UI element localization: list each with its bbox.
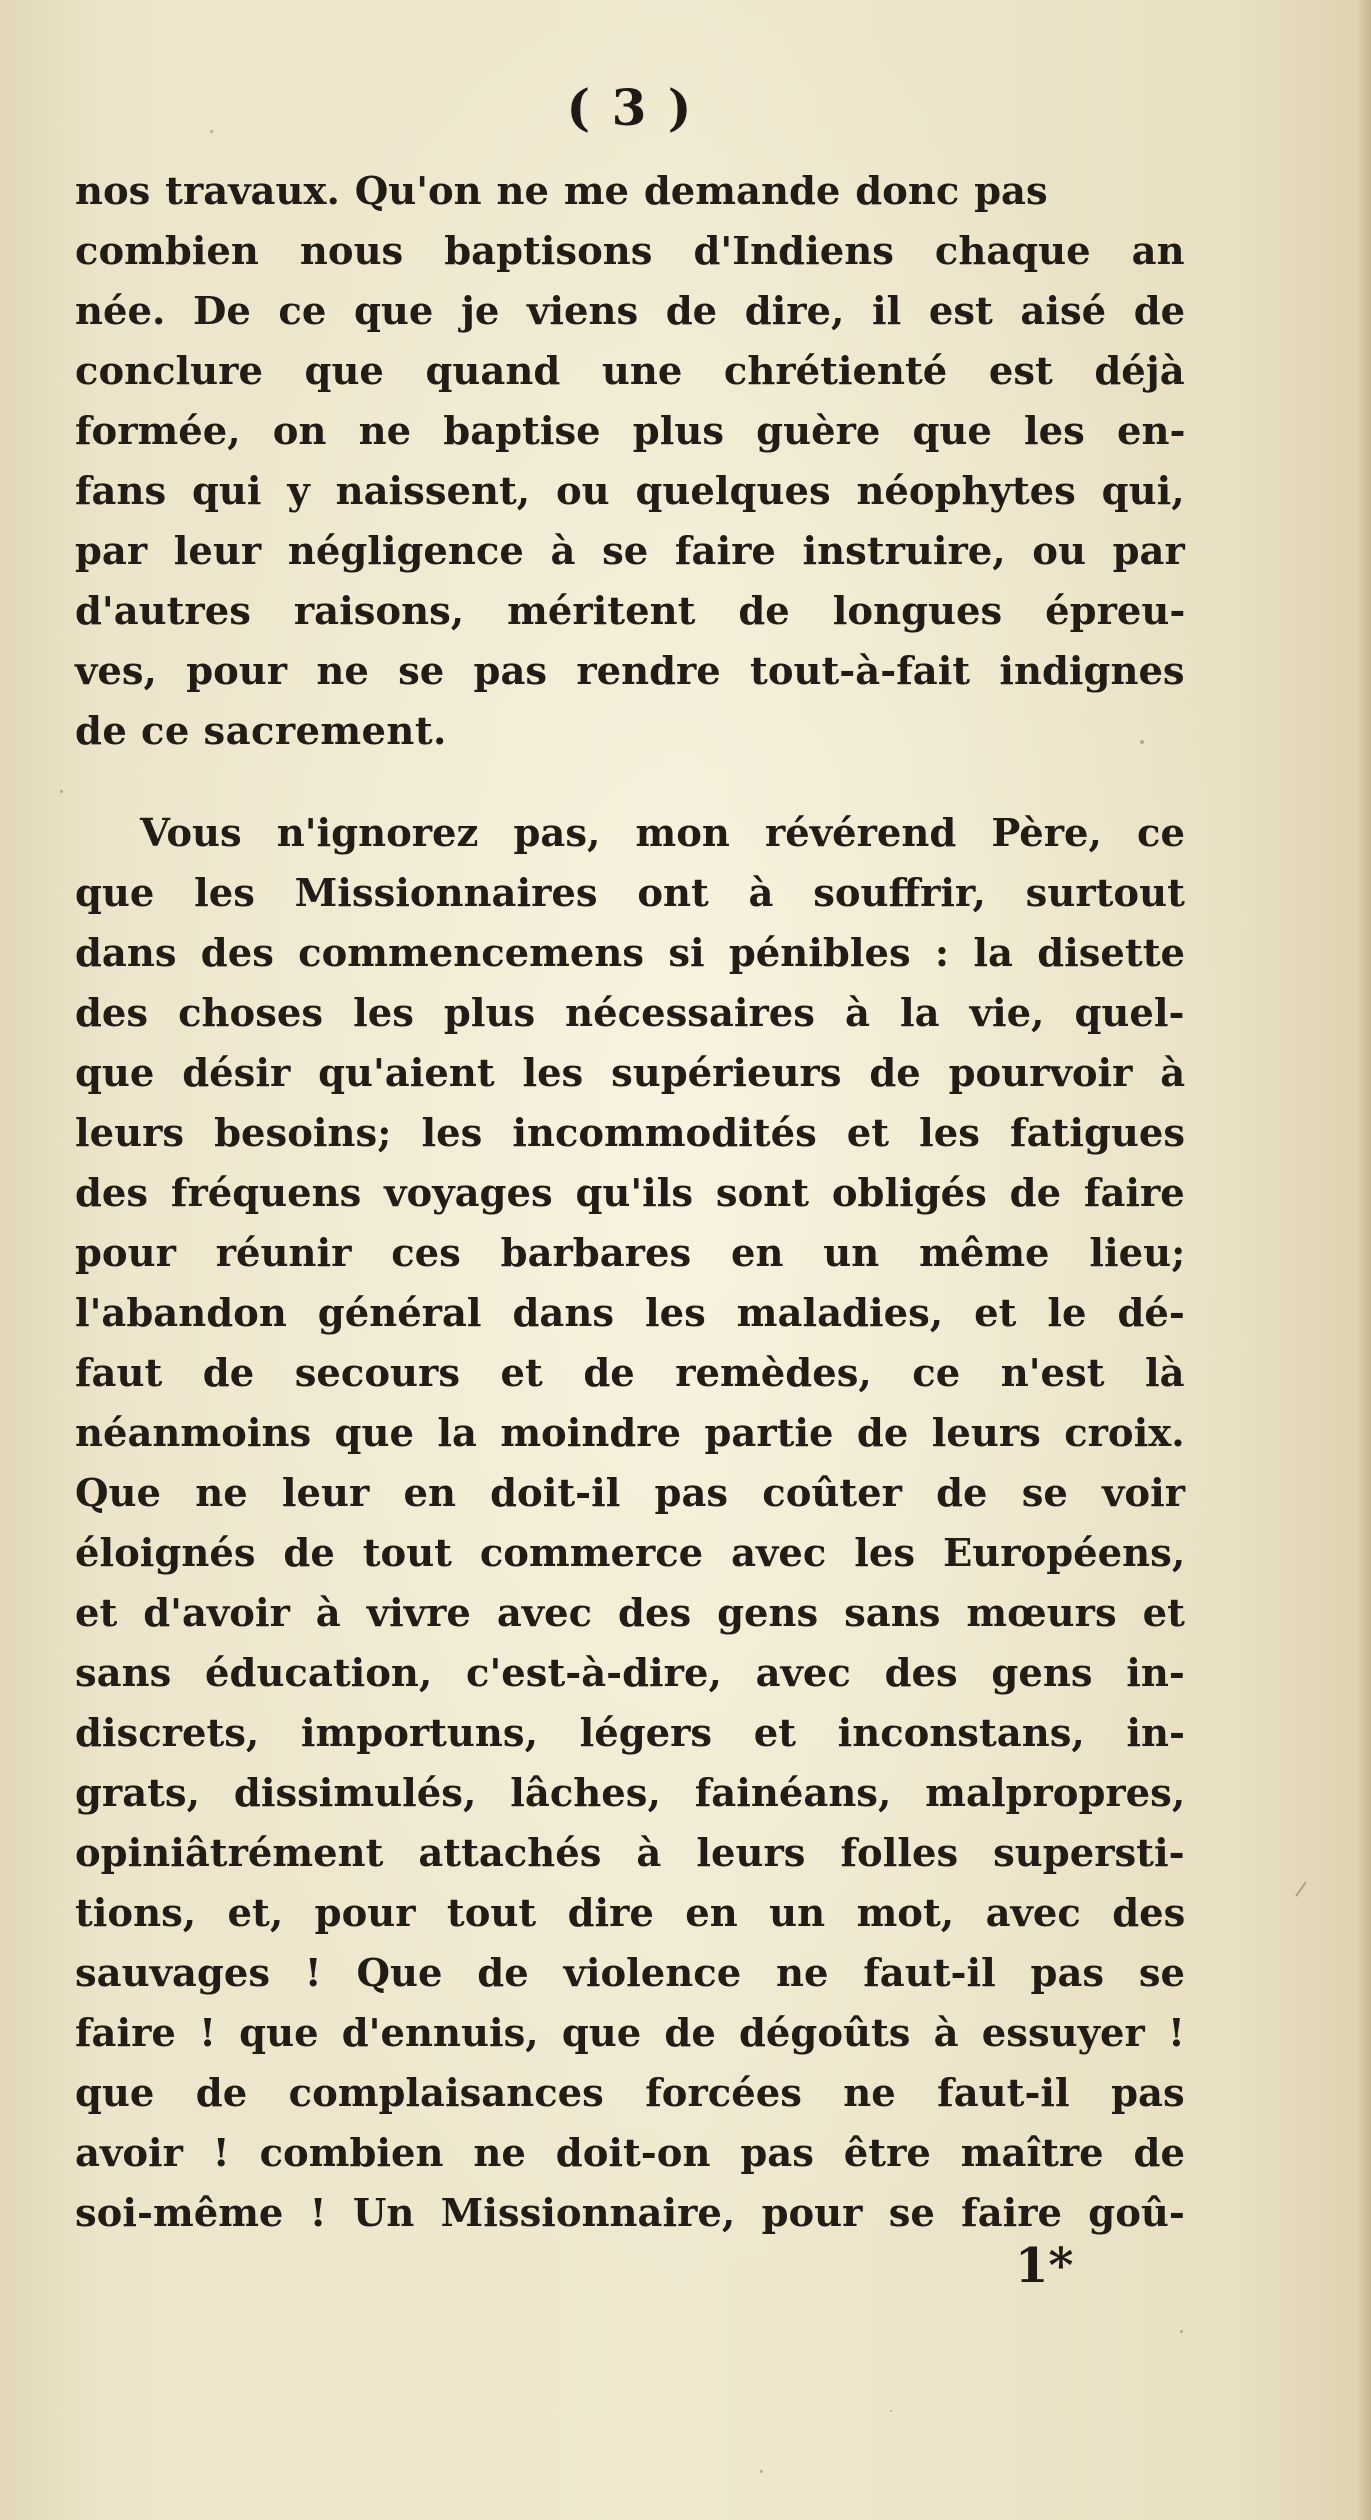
text-line: conclure que quand une chrétienté est déjà	[75, 349, 1185, 394]
paper-speck	[60, 790, 63, 793]
text-line: discrets, importuns, légers et inconstans, in-	[75, 1711, 1185, 1756]
text-line: combien nous baptisons d'Indiens chaque an	[75, 229, 1185, 274]
text-line: que de complaisances forcées ne faut-il pas	[75, 2071, 1185, 2116]
text-line: formée, on ne baptise plus guère que les en-	[75, 409, 1186, 454]
text-line: par leur négligence à se faire instruire, ou par	[75, 529, 1185, 574]
paper-speck	[890, 2410, 892, 2412]
text-line: ves, pour ne se pas rendre tout-à-fait indignes	[75, 649, 1185, 694]
text-line: sauvages ! Que de violence ne faut-il pas se	[75, 1951, 1186, 1996]
page-number: ( 3 )	[566, 78, 694, 137]
text-line: néanmoins que la moindre partie de leurs croix.	[75, 1411, 1185, 1456]
signature-mark: 1*	[1015, 2238, 1074, 2294]
text-line: et d'avoir à vivre avec des gens sans mœurs et	[75, 1591, 1185, 1636]
text-line: dans des commencemens si pénibles : la disette	[75, 931, 1185, 976]
text-line: que désir qu'aient les supérieurs de pourvoir à	[75, 1051, 1186, 1096]
paper-speck	[1295, 1881, 1307, 1897]
text-line: grats, dissimulés, lâches, fainéans, malpropres,	[75, 1771, 1186, 1816]
text-line: des fréquens voyages qu'ils sont obligés de faire	[75, 1171, 1185, 1216]
text-line: des choses les plus nécessaires à la vie, quel-	[75, 991, 1185, 1036]
text-line: Vous n'ignorez pas, mon révérend Père, ce	[140, 811, 1185, 856]
paper-speck	[760, 2470, 763, 2473]
text-line: faire ! que d'ennuis, que de dégoûts à essuyer !	[75, 2011, 1185, 2056]
text-line: Que ne leur en doit-il pas coûter de se voir	[75, 1471, 1186, 1516]
text-line: opiniâtrément attachés à leurs folles supersti-	[75, 1831, 1185, 1876]
paper-speck	[210, 130, 213, 133]
text-line: fans qui y naissent, ou quelques néophytes qui,	[75, 469, 1185, 514]
text-line: faut de secours et de remèdes, ce n'est là	[75, 1351, 1185, 1396]
text-line: que les Missionnaires ont à souffrir, surtout	[75, 871, 1185, 916]
text-line: tions, et, pour tout dire en un mot, avec des	[75, 1891, 1186, 1936]
text-line: de ce sacrement.	[75, 709, 447, 754]
text-line: sans éducation, c'est-à-dire, avec des gens in-	[75, 1651, 1185, 1696]
text-line: avoir ! combien ne doit-on pas être maître de	[75, 2131, 1185, 2176]
text-line: soi-même ! Un Missionnaire, pour se faire goû-	[75, 2191, 1185, 2236]
text-line: d'autres raisons, méritent de longues épreu-	[75, 589, 1186, 634]
text-line: l'abandon général dans les maladies, et le dé-	[75, 1291, 1185, 1336]
paper-speck	[1140, 740, 1144, 744]
paper-speck	[1180, 2330, 1183, 2333]
text-line: nos travaux. Qu'on ne me demande donc pas	[75, 169, 1048, 214]
text-line: née. De ce que je viens de dire, il est aisé de	[75, 289, 1186, 334]
text-line: pour réunir ces barbares en un même lieu;	[75, 1231, 1186, 1276]
text-line: éloignés de tout commerce avec les Européens,	[75, 1531, 1186, 1576]
text-line: leurs besoins; les incommodités et les fatigues	[75, 1111, 1186, 1156]
